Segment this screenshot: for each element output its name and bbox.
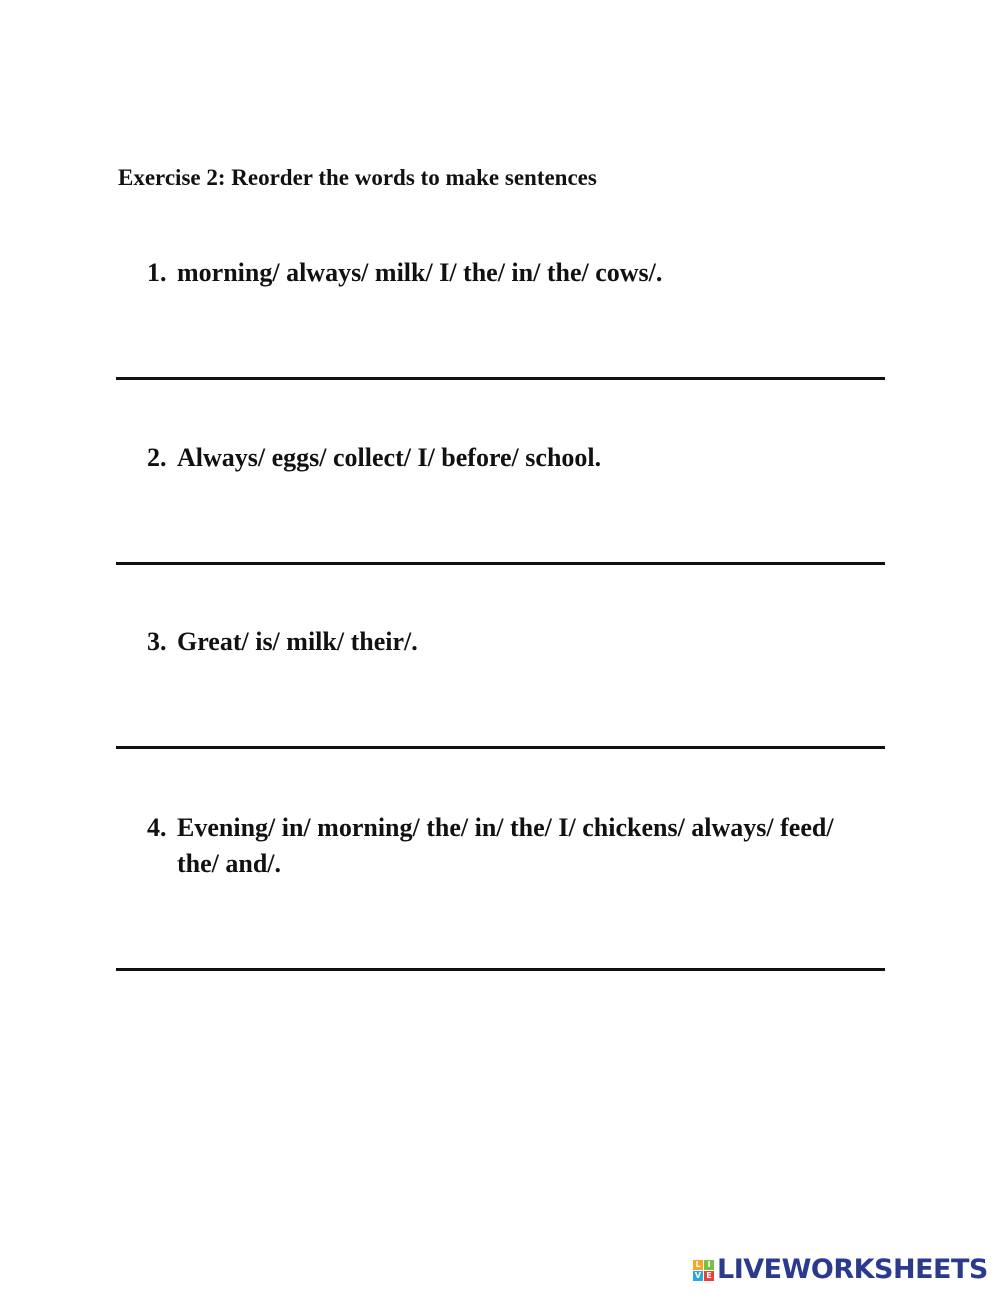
answer-line-1[interactable] [116, 377, 885, 380]
question-number: 1. [147, 258, 167, 287]
answer-line-2[interactable] [116, 562, 885, 565]
logo-mark-icon [693, 1260, 714, 1281]
answer-line-3[interactable] [116, 746, 885, 749]
question-text: Evening/ in/ morning/ the/ in/ the/ I/ chickens/ always/ feed/ the/ and/. [177, 813, 834, 878]
answer-line-4[interactable] [116, 968, 885, 971]
question-number: 2. [147, 443, 167, 472]
logo-square: V [694, 1270, 702, 1280]
logo-square: L [693, 1260, 703, 1270]
exercise-title: Exercise 2: Reorder the words to make sentences [118, 165, 597, 190]
question-3 [147, 624, 877, 660]
logo-square: E [704, 1271, 714, 1281]
question-number: 3. [147, 627, 167, 656]
question-2 [147, 440, 877, 476]
brand-name: LIVEWORKSHEETS [717, 1254, 988, 1285]
question-4 [147, 810, 877, 882]
question-text: Always/ eggs/ collect/ I/ before/ school. [177, 443, 602, 472]
logo-square: I [704, 1260, 714, 1270]
question-text: morning/ always/ milk/ I/ the/ in/ the/ cows/. [177, 258, 663, 287]
question-1 [147, 255, 877, 291]
question-text: Great/ is/ milk/ their/. [177, 627, 418, 656]
question-number: 4. [147, 813, 167, 842]
liveworksheets-logo [693, 1254, 988, 1286]
